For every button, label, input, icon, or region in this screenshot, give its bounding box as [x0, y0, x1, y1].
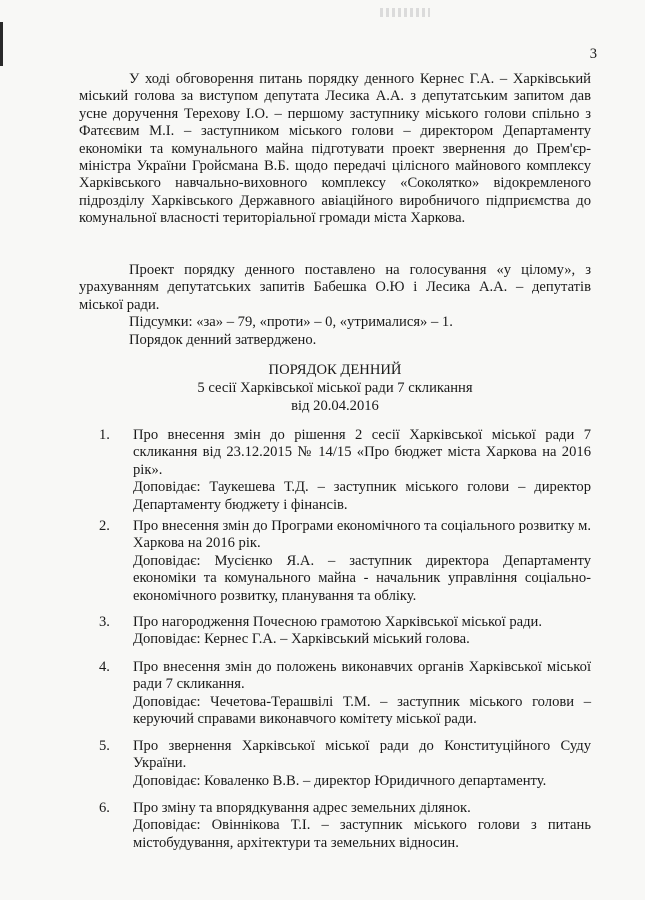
agenda-item-title: Про зміну та впорядкування адрес земельних ділянок. — [133, 800, 471, 816]
agenda-item-title: Про внесення змін до положень виконавчих органів Харківської міської ради 7 скликання. — [133, 659, 591, 693]
agenda-item-title: Про нагородження Почесною грамотою Харківської міської ради. — [133, 614, 543, 630]
agenda-item-number: 2. — [99, 518, 110, 534]
agenda-item-speaker: Доповідає: Мусієнко Я.А. – заступник директора Департаменту економіки та комунального майна - начальник управління соціально-економічного розвитку, планування та обліку. — [133, 552, 591, 604]
agenda-item-number: 4. — [99, 659, 110, 675]
agenda-item-speaker: Доповідає: Чечетова-Терашвілі Т.М. – заступник міського голови – керуючий справами виконавчого комітету міської ради. — [133, 693, 591, 728]
agenda-item-6 — [79, 800, 591, 852]
agenda-item-speaker: Доповідає: Коваленко В.В. – директор Юридичного департаменту. — [133, 772, 547, 789]
agenda-item-2 — [79, 518, 591, 605]
agenda-subtitle: 5 сесії Харківської міської ради 7 скликання — [197, 380, 473, 396]
approved-line: Порядок денний затверджено. — [129, 332, 317, 348]
agenda-item-1 — [79, 427, 591, 514]
scan-edge-mark — [0, 22, 3, 66]
results-line: Підсумки: «за» – 79, «проти» – 0, «утрималися» – 1. — [129, 314, 453, 330]
agenda-item-speaker: Доповідає: Таукешева Т.Д. – заступник міського голови – директор Департаменту бюджету і фінансів. — [133, 479, 591, 513]
agenda-item-5 — [79, 738, 591, 790]
agenda-title: ПОРЯДОК ДЕННИЙ — [268, 362, 402, 378]
agenda-date: від 20.04.2016 — [291, 398, 379, 414]
agenda-item-number: 6. — [99, 800, 110, 816]
agenda-item-number: 3. — [99, 614, 110, 630]
agenda-item-speaker: Доповідає: Овіннікова Т.І. – заступник міського голови з питань містобудування, архітектури та земельних відносин. — [133, 817, 591, 851]
agenda-item-title: Про звернення Харківської міської ради до Конституційного Суду України. — [133, 738, 591, 772]
agenda-item-number: 5. — [99, 738, 110, 754]
faint-stamp — [380, 8, 430, 17]
agenda-item-speaker: Доповідає: Кернес Г.А. – Харківський міський голова. — [133, 631, 470, 648]
agenda-item-title: Про внесення змін до рішення 2 сесії Харківської міської ради 7 скликання від 23.12.2015 № 14/15 «Про бюджет міста Харкова на 2016 рік». — [133, 427, 591, 478]
agenda-item-4 — [79, 659, 591, 729]
page-number: 3 — [589, 46, 597, 62]
vote-paragraph: Проект порядку денного поставлено на голосування «у цілому», з урахуванням депутатських запитів Бабешка О.Ю і Лесика А.А. – депутатів міської ради. — [79, 262, 591, 313]
intro-paragraph: У ході обговорення питань порядку денного Кернес Г.А. – Харківський міський голова за виступом депутата Лесика А.А. з депутатським запитом дав усне доручення Терехову І.О. – першому заступнику міського голови спільно з Фатєєвим М.І. – заступником міського голови – директором Департаменту економіки та комунального майна підготувати проект звернення до Прем'єр-міністра України Гройсмана В.Б. щодо передачі цілісного майнового комплексу Харківського навчально-виховного комплексу «Соколятко» відокремленого підрозділу Харківського Державного авіаційного виробничого підприємства до комунальної власності територіальної громади міста Харкова. — [79, 71, 591, 227]
agenda-item-number: 1. — [99, 427, 110, 443]
agenda-item-3 — [79, 614, 591, 649]
agenda-item-title: Про внесення змін до Програми економічного та соціального розвитку м. Харкова на 2016 рік. — [133, 518, 591, 552]
